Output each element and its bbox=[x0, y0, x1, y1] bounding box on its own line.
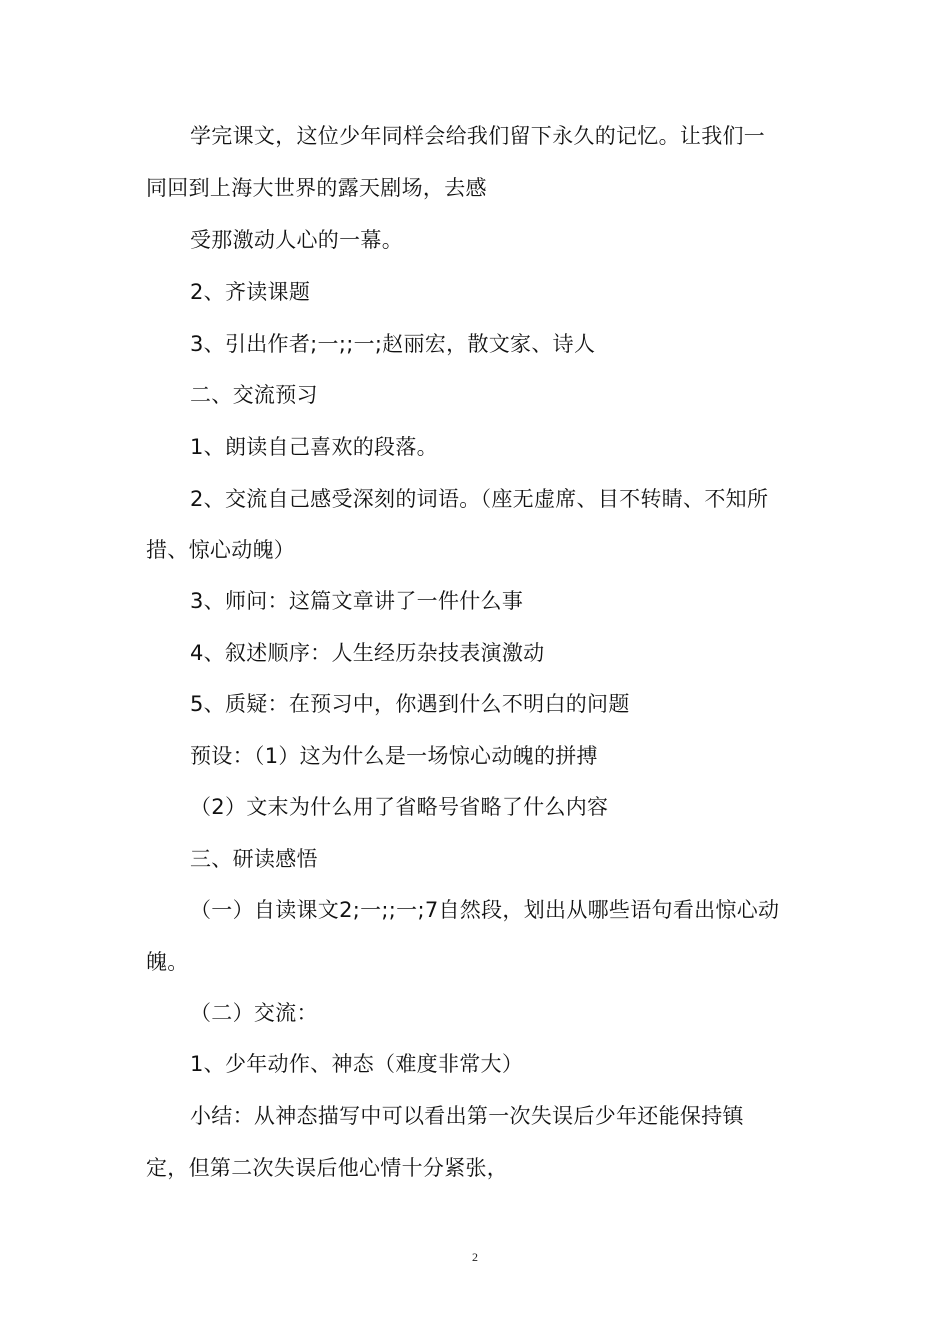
list-item: 3、师问：这篇文章讲了一件什么事 bbox=[190, 589, 524, 613]
section-heading: 二、交流预习 bbox=[190, 383, 318, 407]
paragraph-line: 同回到上海大世界的露天剧场，去感 bbox=[146, 176, 487, 200]
list-item: 1、少年动作、神态（难度非常大） bbox=[190, 1052, 524, 1076]
paragraph-line: 学完课文，这位少年同样会给我们留下永久的记忆。让我们一 bbox=[190, 124, 766, 148]
list-item: 4、叙述顺序：人生经历杂技表演激动 bbox=[190, 641, 545, 665]
list-item: 1、朗读自己喜欢的段落。 bbox=[190, 435, 438, 459]
subsection-heading: （二）交流： bbox=[190, 1001, 318, 1025]
paragraph-line: 魄。 bbox=[146, 950, 189, 974]
list-item-continuation: 措、惊心动魄） bbox=[146, 538, 296, 562]
paragraph-line: 预设：（1）这为什么是一场惊心动魄的拼搏 bbox=[190, 744, 598, 768]
paragraph-line: 定，但第二次失误后他心情十分紧张， bbox=[146, 1156, 509, 1180]
paragraph-line: （一）自读课文2;一;;一;7自然段，划出从哪些语句看出惊心动 bbox=[190, 898, 780, 922]
section-heading: 三、研读感悟 bbox=[190, 847, 318, 871]
list-item: 3、引出作者;一;;一;赵丽宏，散文家、诗人 bbox=[190, 332, 596, 356]
paragraph-line: （2）文末为什么用了省略号省略了什么内容 bbox=[190, 795, 609, 819]
list-item: 2、齐读课题 bbox=[190, 280, 311, 304]
page-number: 2 bbox=[472, 1250, 478, 1264]
list-item: 2、交流自己感受深刻的词语。（座无虚席、目不转睛、不知所 bbox=[190, 487, 769, 511]
list-item: 5、质疑：在预习中，你遇到什么不明白的问题 bbox=[190, 692, 630, 716]
paragraph-line: 受那激动人心的一幕。 bbox=[190, 228, 403, 252]
paragraph-line: 小结：从神态描写中可以看出第一次失误后少年还能保持镇 bbox=[190, 1104, 744, 1128]
